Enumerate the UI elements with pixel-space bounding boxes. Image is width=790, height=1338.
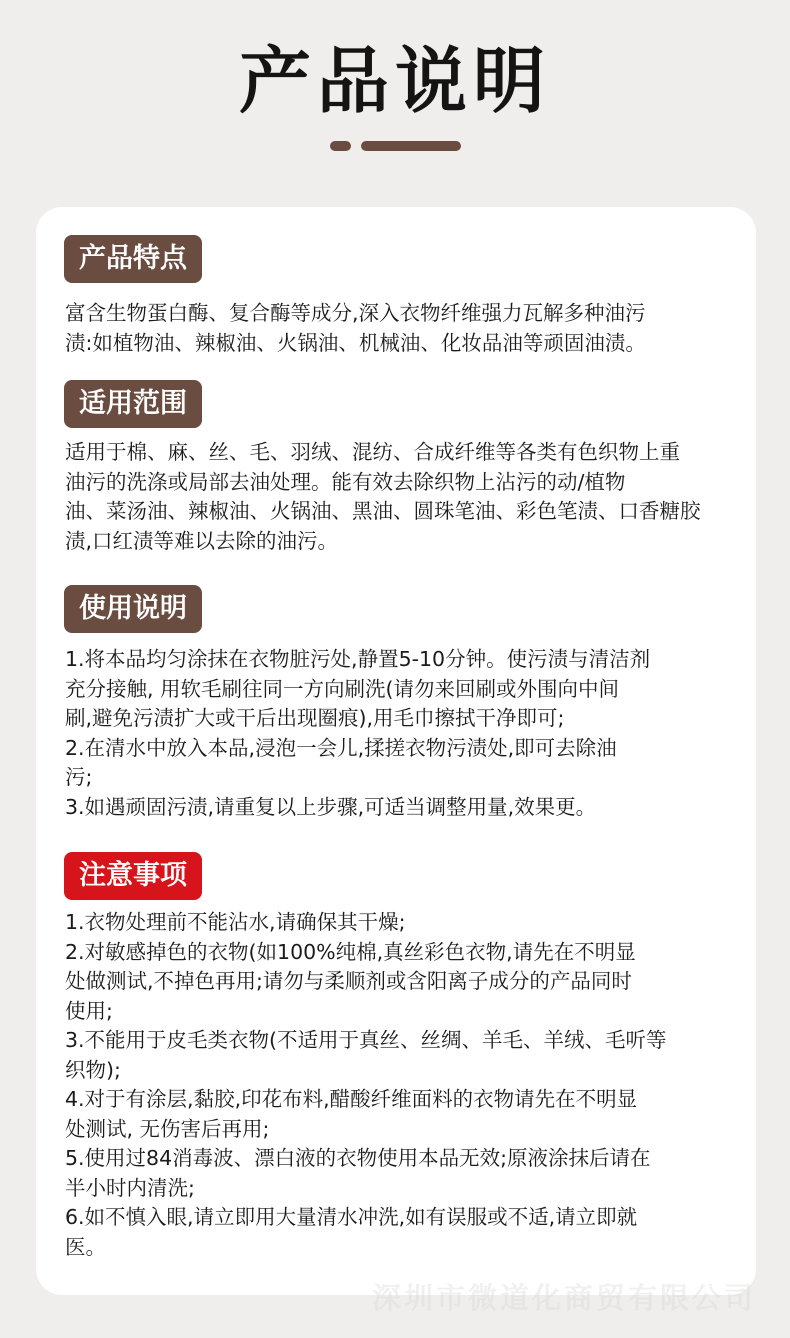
text-line: 使用; <box>65 998 113 1023</box>
title-decoration-short <box>330 141 351 151</box>
text-line: 污; <box>65 765 93 789</box>
section-body-notes <box>65 908 737 1262</box>
text-line: 油、菜汤油、辣椒油、火锅油、黑油、圆珠笔油、彩色笔渍、口香糖胶 <box>65 499 701 523</box>
text-line: 充分接触, 用软毛刷往同一方向刷洗(请勿来回刷或外围向中间 <box>65 676 620 701</box>
text-line: 医。 <box>65 1234 106 1259</box>
text-line: 富含生物蛋白酶、复合酶等成分,深入衣物纤维强力瓦解多种油污 <box>65 301 646 325</box>
section-body-features <box>65 299 737 358</box>
text-line: 2.在清水中放入本品,浸泡一会儿,揉搓衣物污渍处,即可去除油 <box>65 735 617 760</box>
watermark-text: 深圳市微道化商贸有限公司 <box>372 1281 757 1315</box>
text-line: 4.对于有涂层,黏胶,印花布料,醋酸纤维面料的衣物请先在不明显 <box>65 1087 638 1111</box>
text-line: 2.对敏感掉色的衣物(如100%纯棉,真丝彩色衣物,请先在不明显 <box>65 939 636 964</box>
text-line: 渍:如植物油、辣椒油、火锅油、机械油、化妆品油等顽固油渍。 <box>65 330 646 355</box>
text-line: 6.如不慎入眼,请立即用大量清水冲洗,如有误服或不适,请立即就 <box>65 1205 638 1229</box>
text-line: 1.衣物处理前不能沾水,请确保其干燥; <box>65 910 406 934</box>
text-line: 处做测试,不掉色再用;请勿与柔顺剂或含阳离子成分的产品同时 <box>65 969 632 993</box>
title-decoration-long <box>361 141 461 151</box>
section-label-scope: 适用范围 <box>64 380 202 428</box>
text-line: 油污的洗涤或局部去油处理。能有效去除织物上沾污的动/植物 <box>65 469 626 494</box>
text-line: 渍,口红渍等难以去除的油污。 <box>65 528 339 553</box>
page-title: 产品说明 <box>238 39 551 123</box>
section-label-notes: 注意事项 <box>64 852 202 900</box>
section-body-usage <box>65 645 737 822</box>
text-line: 处测试, 无伤害后再用; <box>65 1116 270 1141</box>
text-line: 3.不能用于皮毛类衣物(不适用于真丝、丝绸、羊毛、羊绒、毛听等 <box>65 1028 667 1052</box>
text-line: 织物); <box>65 1057 121 1082</box>
text-line: 刷,避免污渍扩大或干后出现圈痕),用毛巾擦拭干净即可; <box>65 706 565 730</box>
text-line: 半小时内清洗; <box>65 1175 195 1200</box>
text-line: 适用于棉、麻、丝、毛、羽绒、混纺、合成纤维等各类有色织物上重 <box>65 440 680 464</box>
section-body-scope <box>65 438 737 556</box>
info-card <box>36 207 756 1295</box>
text-line: 1.将本品均匀涂抹在衣物脏污处,静置5-10分钟。使污渍与清洁剂 <box>65 647 651 671</box>
text-line: 5.使用过84消毒波、漂白液的衣物使用本品无效;原液涂抹后请在 <box>65 1146 651 1170</box>
text-line: 3.如遇顽固污渍,请重复以上步骤,可适当调整用量,效果更。 <box>65 794 597 819</box>
section-label-usage: 使用说明 <box>64 585 202 633</box>
section-label-features: 产品特点 <box>64 235 202 283</box>
